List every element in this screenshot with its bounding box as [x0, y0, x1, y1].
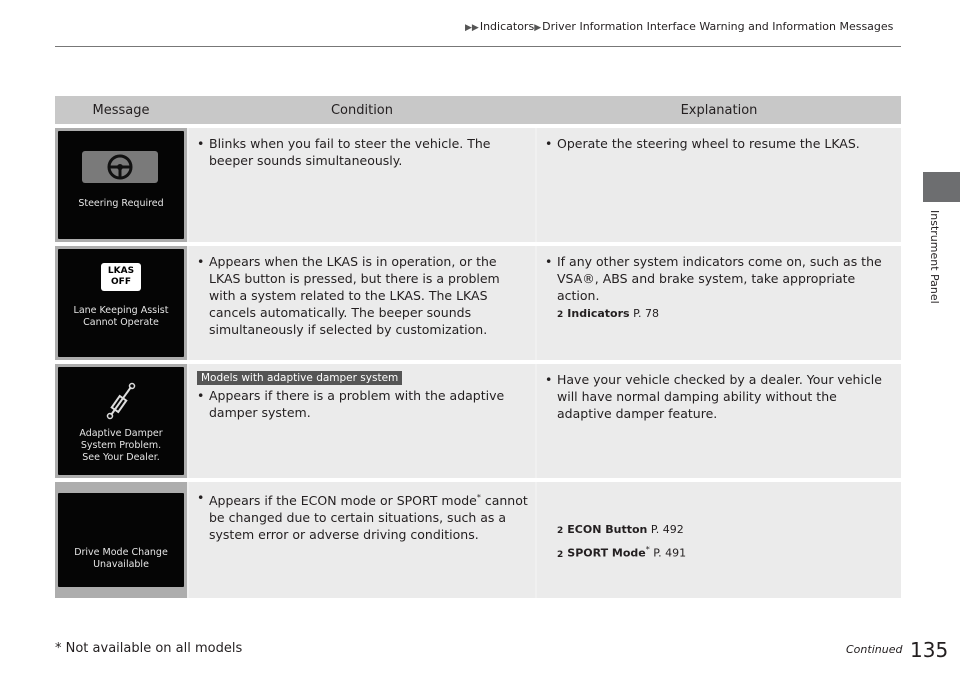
message-screen-cell — [55, 128, 187, 242]
footnote-star: * — [645, 545, 650, 554]
bullet-icon — [197, 135, 209, 169]
condition-text: Blinks when you fail to steer the vehicle. The beeper sounds simultaneously. — [209, 136, 491, 168]
messages-table — [55, 96, 901, 598]
message-screen — [58, 249, 184, 357]
header-explanation: Explanation — [680, 102, 758, 118]
explanation-text: Have your vehicle checked by a dealer. Your vehicle will have normal damping ability without the adaptive damper feature. — [557, 372, 882, 421]
condition-cell — [189, 128, 535, 242]
reference-arrow-icon: 2 — [557, 526, 564, 536]
cross-reference[interactable] — [545, 541, 895, 564]
reference-page: P. 491 — [653, 546, 687, 560]
bullet-icon — [197, 489, 209, 543]
message-screen-cell — [55, 364, 187, 478]
screen-text-line2: Cannot Operate — [83, 317, 159, 328]
reference-title: Indicators — [567, 307, 630, 320]
reference-title: ECON Button — [567, 523, 648, 536]
condition-cell — [189, 482, 535, 598]
damper-icon — [101, 381, 141, 421]
steering-wheel-icon — [82, 151, 158, 183]
bullet-icon — [197, 387, 209, 421]
explanation-text: Operate the steering wheel to resume the LKAS. — [557, 136, 860, 151]
screen-text-line1: Lane Keeping Assist — [73, 305, 169, 316]
table-row — [55, 128, 901, 242]
header-rule — [55, 46, 901, 47]
reference-page: P. 492 — [650, 523, 684, 536]
explanation-cell — [537, 246, 901, 360]
table-header — [55, 96, 901, 124]
cross-reference[interactable] — [545, 521, 895, 540]
table-row — [55, 482, 901, 598]
footnote-star: * — [476, 493, 481, 502]
message-screen — [58, 493, 184, 587]
section-tab — [923, 172, 960, 202]
lkas-off-icon — [101, 263, 141, 291]
footnote: * Not available on all models — [55, 641, 243, 656]
explanation-cell — [537, 482, 901, 598]
section-label: Instrument Panel — [928, 210, 941, 304]
bullet-icon — [545, 253, 557, 304]
reference-arrow-icon: 2 — [557, 310, 564, 320]
message-screen — [58, 367, 184, 475]
reference-arrow-icon: 2 — [557, 549, 564, 560]
breadcrumb-indicators: Indicators — [479, 20, 535, 33]
continued-label: Continued — [846, 643, 903, 656]
arrow-icon: ▶ — [534, 23, 542, 33]
condition-cell — [189, 364, 535, 478]
model-tag: Models with adaptive damper system — [197, 371, 402, 385]
header-condition: Condition — [330, 102, 394, 118]
explanation-text: If any other system indicators come on, such as the VSA®, ABS and brake system, take appropriate action. — [557, 254, 882, 303]
screen-text-line2: System Problem. — [80, 440, 162, 451]
reference-page: P. 78 — [633, 307, 659, 320]
message-screen — [58, 131, 184, 239]
screen-text-line3: See Your Dealer. — [82, 452, 160, 463]
condition-cell — [189, 246, 535, 360]
table-row — [55, 364, 901, 478]
header-message: Message — [92, 102, 150, 118]
lkas-badge-line2: OFF — [111, 277, 131, 287]
arrow-icon: ▶▶ — [465, 23, 479, 33]
explanation-cell — [537, 128, 901, 242]
condition-text: Appears if the ECON mode or SPORT mode* cannot be changed due to certain situations, such as a system error or adverse driving conditions. — [209, 493, 528, 543]
message-screen-cell — [55, 482, 187, 598]
breadcrumb — [465, 20, 893, 33]
condition-text: Appears when the LKAS is in operation, or the LKAS button is pressed, but there is a problem with a system related to the LKAS. The LKAS cancels automatically. The beeper sounds simultaneously if selected by customization. — [209, 254, 500, 337]
screen-text-line1: Adaptive Damper — [79, 428, 163, 439]
condition-text: Appears if there is a problem with the adaptive damper system. — [209, 388, 505, 420]
screen-text: Steering Required — [78, 198, 164, 209]
cross-reference[interactable] — [545, 305, 895, 324]
breadcrumb-section: Driver Information Interface Warning and Information Messages — [542, 20, 894, 33]
message-screen-cell — [55, 246, 187, 360]
screen-text-line1: Drive Mode Change — [74, 547, 168, 558]
lkas-badge-line1: LKAS — [107, 266, 135, 276]
page-number: 135 — [910, 638, 949, 662]
bullet-icon — [545, 371, 557, 422]
table-row — [55, 246, 901, 360]
screen-text-line2: Unavailable — [93, 559, 149, 570]
bullet-icon — [545, 135, 557, 152]
reference-title: SPORT Mode — [567, 546, 646, 560]
bullet-icon — [197, 253, 209, 338]
explanation-cell — [537, 364, 901, 478]
